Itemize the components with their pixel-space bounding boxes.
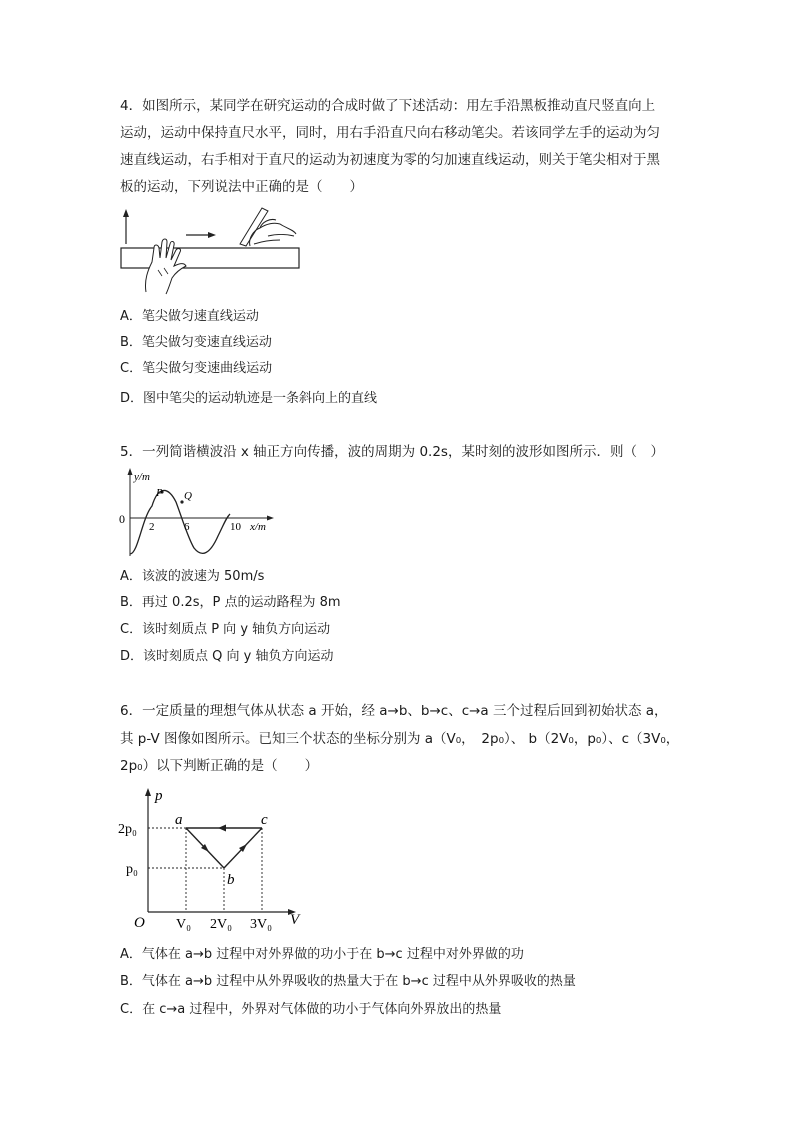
tick-6: 6 (184, 521, 190, 533)
up-arrow-head (123, 209, 129, 217)
q5-option-c: C．该时刻质点 P 向 y 轴负方向运动 (120, 622, 331, 637)
q4-option-a: A．笔尖做匀速直线运动 (120, 309, 259, 324)
origin-label: O (134, 915, 145, 931)
q5-option-d: D．该时刻质点 Q 向 y 轴负方向运动 (120, 649, 334, 664)
state-b-label: b (227, 872, 235, 888)
q4-stem-line-3: 速直线运动，右手相对于直尺的运动为初速度为零的匀加速直线运动，则关于笔尖相对于黑 (120, 152, 660, 168)
label-q: Q (184, 490, 192, 502)
arrow-ca (218, 825, 226, 832)
q4-stem-line-4: 板的运动，下列说法中正确的是（ ） (120, 179, 363, 195)
p-axis-label: p (155, 788, 163, 804)
state-a-label: a (175, 812, 183, 828)
q5-option-b: B．再过 0.2s，P 点的运动路程为 8m (120, 595, 341, 610)
q6-stem-line-2: 其 p-V 图像如图所示。已知三个状态的坐标分别为 a（V₀， 2p₀）、 b（2V₀，p₀）、c（3V₀， (120, 731, 680, 747)
label-p: P (156, 487, 163, 499)
tick-10: 10 (230, 521, 241, 533)
q4-figure-ruler-hand-pen (118, 200, 308, 294)
q4-option-b: B．笔尖做匀变速直线运动 (120, 335, 272, 350)
q6-stem-line-1: 6．一定质量的理想气体从状态 a 开始，经 a→b、b→c、c→a 三个过程后回到初始状态 a， (120, 703, 668, 719)
state-c-label: c (261, 812, 268, 828)
q4-stem-line-1: 4．如图所示，某同学在研究运动的合成时做了下述活动：用左手沿黑板推动直尺竖直向上 (120, 98, 656, 114)
left-hand-icon (145, 239, 186, 294)
q4-stem-line-2: 运动，运动中保持直尺水平，同时，用右手沿直尺向右移动笔尖。若该同学左手的运动为匀 (120, 125, 660, 141)
q4-option-d: D．图中笔尖的运动轨迹是一条斜向上的直线 (120, 391, 378, 406)
q5-option-a: A．该波的波速为 50m/s (120, 569, 265, 584)
pen-icon (240, 208, 268, 246)
v-tick-2v0: 2V₀ (210, 917, 232, 932)
x-axis-label: x/m (250, 521, 266, 533)
tick-2: 2 (149, 521, 155, 533)
p-tick-p0: p₀ (126, 862, 138, 877)
q6-option-b: B．气体在 a→b 过程中从外界吸收的热量大于在 b→c 过程中从外界吸收的热量 (120, 974, 576, 989)
q6-option-c: C．在 c→a 过程中，外界对气体做的功小于气体向外界放出的热量 (120, 1002, 502, 1017)
q6-stem-line-3: 2p₀）以下判断正确的是（ ） (120, 758, 319, 774)
origin-label: 0 (119, 512, 125, 526)
ruler (121, 248, 299, 268)
q6-option-a: A．气体在 a→b 过程中对外界做的功小于在 b→c 过程中对外界做的功 (120, 947, 524, 962)
right-arrow-head (208, 232, 216, 238)
q5-wave-figure (118, 466, 288, 562)
v-tick-3v0: 3V₀ (250, 917, 272, 932)
y-axis-label: y/m (134, 471, 150, 483)
q5-stem: 5．一列简谐横波沿 x 轴正方向传播，波的周期为 0.2s，某时刻的波形如图所示．则（ ） (120, 444, 664, 460)
v-tick-v0: V₀ (176, 917, 191, 932)
q6-pv-figure (118, 784, 318, 934)
p-tick-2p0: 2p₀ (118, 822, 137, 837)
v-axis-label: V (290, 912, 300, 928)
q4-option-c: C．笔尖做匀变速曲线运动 (120, 361, 273, 376)
wave-curve (130, 490, 230, 554)
